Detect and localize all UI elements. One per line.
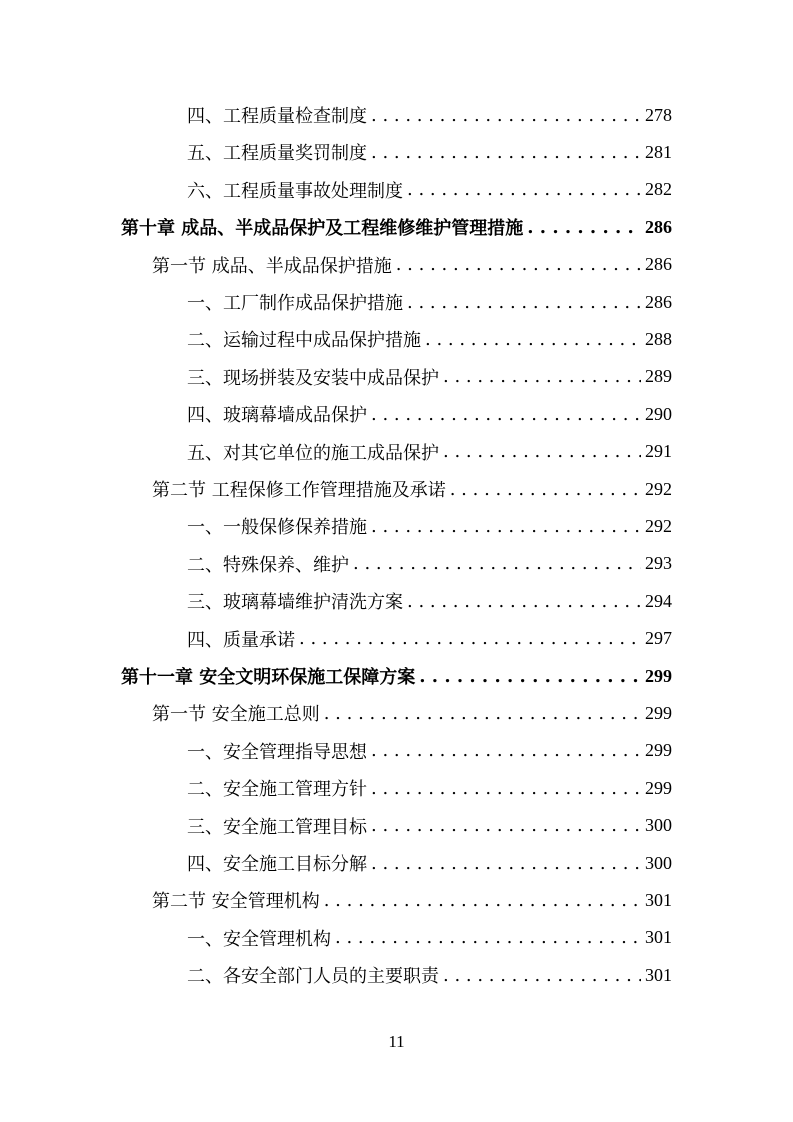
toc-entry-page-number: 282: [645, 179, 672, 200]
toc-item-entry[interactable]: [187, 399, 672, 429]
toc-entry-page-number: 300: [645, 852, 672, 873]
toc-section-entry[interactable]: [152, 885, 672, 915]
toc-entry-page-number: 300: [645, 815, 672, 836]
toc-entry-title: 三、现场拼装及安装中成品保护: [187, 367, 439, 389]
toc-entry-title: 二、安全施工管理方针: [187, 779, 367, 801]
toc-entry-title: 第十一章 安全文明环保施工保障方案: [121, 667, 416, 688]
dot-leader: [371, 404, 641, 425]
toc-entry-title: 四、安全施工目标分解: [187, 854, 367, 875]
toc-entry-page-number: 301: [645, 964, 672, 985]
dot-leader: [371, 778, 641, 799]
dot-leader: [371, 740, 641, 761]
toc-item-entry[interactable]: [187, 624, 672, 654]
toc-item-entry[interactable]: [187, 137, 672, 167]
toc-section-entry[interactable]: [152, 698, 672, 728]
toc-entry-page-number: 286: [645, 216, 672, 237]
dot-leader: [371, 142, 641, 163]
toc-entry-page-number: 299: [645, 702, 672, 723]
toc-entry-page-number: 286: [645, 291, 672, 312]
toc-entry-page-number: 288: [645, 328, 672, 349]
dot-leader: [407, 591, 641, 612]
toc-entry-title: 二、各安全部门人员的主要职责: [187, 966, 439, 988]
toc-section-entry[interactable]: [152, 250, 672, 280]
toc-entry-title: 一、安全管理指导思想: [187, 741, 367, 763]
toc-entry-title: 一、安全管理机构: [187, 928, 331, 950]
toc-item-entry[interactable]: [187, 736, 672, 766]
toc-entry-title: 第二节 工程保修工作管理措施及承诺: [152, 480, 446, 501]
toc-entry-page-number: 281: [645, 141, 672, 162]
toc-entry-title: 四、质量承诺: [187, 629, 295, 651]
toc-entry-page-number: 292: [645, 478, 672, 499]
toc-item-entry[interactable]: [187, 549, 672, 579]
toc-item-entry[interactable]: [187, 287, 672, 317]
toc-entry-title: 第十章 成品、半成品保护及工程维修维护管理措施: [121, 218, 524, 240]
toc-entry-page-number: 299: [645, 740, 672, 761]
toc-entry-page-number: 293: [645, 553, 672, 574]
toc-entry-page-number: 301: [645, 889, 672, 910]
toc-entry-title: 一、工厂制作成品保护措施: [187, 293, 403, 314]
toc-entry-title: 三、安全施工管理目标: [187, 816, 367, 838]
dot-leader: [371, 516, 641, 537]
toc-entry-title: 四、工程质量检查制度: [187, 106, 367, 127]
dot-leader: [371, 815, 641, 836]
toc-entry-page-number: 299: [645, 665, 672, 686]
toc-entry-page-number: 286: [645, 254, 672, 275]
dot-leader: [324, 703, 641, 724]
dot-leader: [450, 479, 641, 500]
toc-item-entry[interactable]: [187, 437, 672, 467]
dot-leader: [353, 553, 641, 574]
toc-entry-page-number: 289: [645, 366, 672, 387]
toc-item-entry[interactable]: [187, 362, 672, 392]
dot-leader: [324, 890, 641, 911]
toc-entry-title: 第二节 安全管理机构: [152, 891, 320, 913]
toc-entry-page-number: 290: [645, 403, 672, 424]
toc-entry-title: 六、工程质量事故处理制度: [187, 180, 403, 202]
dot-leader: [396, 254, 641, 275]
dot-leader: [443, 441, 641, 462]
dot-leader: [425, 329, 641, 350]
toc-entry-title: 四、玻璃幕墙成品保护: [187, 405, 367, 427]
dot-leader: [299, 628, 641, 649]
toc-item-entry[interactable]: [187, 100, 672, 130]
toc-item-entry[interactable]: [187, 324, 672, 354]
dot-leader: [419, 666, 641, 687]
toc-entry-title: 一、一般保修保养措施: [187, 517, 367, 539]
toc-item-entry[interactable]: [187, 960, 672, 990]
page-number: 11: [388, 1032, 405, 1051]
toc-entry-title: 五、对其它单位的施工成品保护: [187, 442, 439, 464]
dot-leader: [443, 965, 641, 986]
toc-item-entry[interactable]: [187, 848, 672, 878]
toc-entry-title: 第一节 安全施工总则: [152, 704, 320, 726]
toc-item-entry[interactable]: [187, 511, 672, 541]
toc-chapter-entry[interactable]: [121, 661, 672, 691]
toc-entry-title: 三、玻璃幕墙维护清洗方案: [187, 592, 403, 614]
dot-leader: [371, 105, 641, 126]
toc-entry-page-number: 292: [645, 515, 672, 536]
toc-section-entry[interactable]: [152, 474, 672, 504]
toc-entry-page-number: 291: [645, 441, 672, 462]
toc-entry-page-number: 301: [645, 927, 672, 948]
toc-item-entry[interactable]: [187, 586, 672, 616]
toc-entry-page-number: 299: [645, 777, 672, 798]
toc-entry-title: 二、运输过程中成品保护措施: [187, 330, 421, 352]
dot-leader: [335, 927, 641, 948]
toc-entry-page-number: 278: [645, 104, 672, 125]
toc-item-entry[interactable]: [187, 773, 672, 803]
toc-entry-title: 二、特殊保养、维护: [187, 554, 349, 576]
toc-chapter-entry[interactable]: [121, 212, 672, 242]
dot-leader: [371, 853, 641, 874]
toc-entry-title: 五、工程质量奖罚制度: [187, 143, 367, 165]
dot-leader: [443, 366, 641, 387]
dot-leader: [407, 179, 641, 200]
dot-leader: [527, 217, 641, 238]
toc-item-entry[interactable]: [187, 175, 672, 205]
toc-entry-page-number: 297: [645, 628, 672, 649]
toc-entry-page-number: 294: [645, 590, 672, 611]
toc-item-entry[interactable]: [187, 923, 672, 953]
toc-item-entry[interactable]: [187, 811, 672, 841]
dot-leader: [407, 292, 641, 313]
toc-entry-title: 第一节 成品、半成品保护措施: [152, 255, 392, 277]
